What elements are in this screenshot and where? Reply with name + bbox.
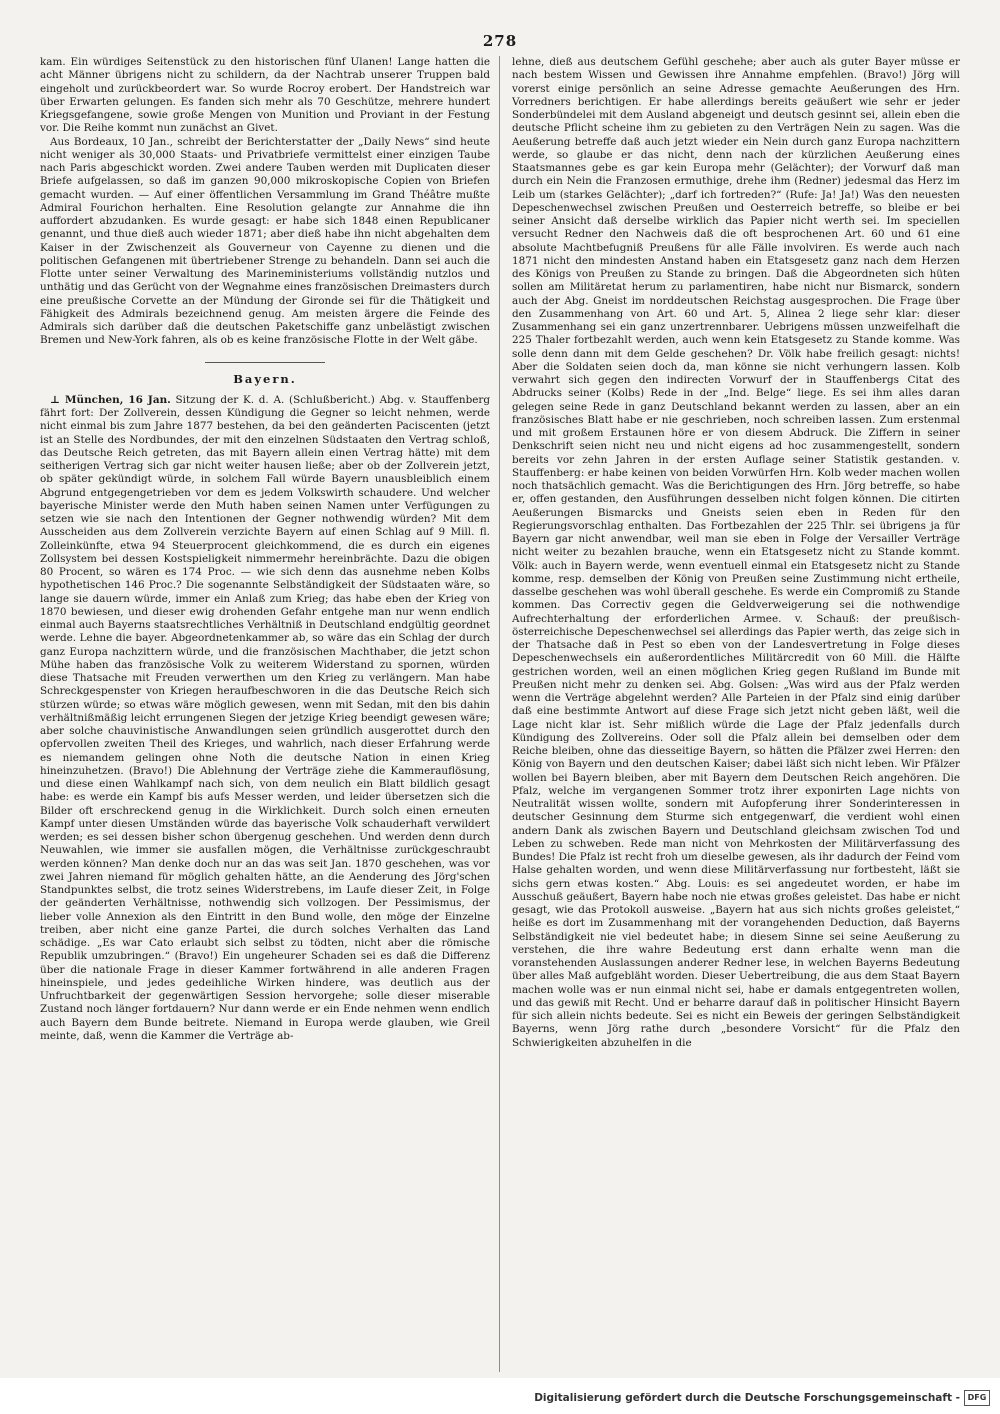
funding-notice: Digitalisierung gefördert durch die Deutsche Forschungsgemeinschaft - [534, 1392, 960, 1404]
article-paragraph [40, 394, 490, 1043]
dateline: ⊥ München, 16 Jan. [50, 393, 171, 406]
footer [0, 1378, 1000, 1414]
page-number: 278 [482, 32, 518, 50]
article-paragraph: Aus Bordeaux, 10 Jan., schreibt der Berichterstatter der „Daily News“ sind heute nicht weniger als 30,000 Staats- und Privatbriefe vermittelst einer einzigen Taube nach Paris abgeschickt worden. Zwei andere Tauben werden mit Duplicaten dieser Briefe aufgelassen, so daß im ganzen 90,000 mikroskopische Copien von Briefen gemacht wurden. — Auf einer öffentlichen Versammlung im Grand Théâtre mußte Admiral Fourichon herhalten. Eine Resolution gelangte zur Annahme die ihn auffordert abzudanken. Es wurde gesagt: er habe sich 1848 einen Republicaner genannt, und thue dieß auch wieder 1871; aber dieß habe ihn nicht abgehalten dem Kaiser in der Zwischenzeit als Gouverneur von Cayenne zu dienen und die politischen Gefangenen mit übertriebener Strenge zu behandeln. Dann sei auch die Flotte unter seiner Verwaltung des Marineministeriums vollständig nutzlos und unthätig und das Gerücht von der Wegnahme eines französischen Dreimasters durch eine preußische Corvette an der Mündung der Gironde sei für die Thätigkeit und Fähigkeit des Admirals bezeichnend genug. Am meisten ärgere die Feinde des Admirals sich darüber daß die deutschen Paketschiffe ganz unbelästigt zwischen Bremen und New-York fahren, als ob es keine französische Flotte in der Welt gäbe. [40, 135, 490, 347]
article-paragraph: kam. Ein würdiges Seitenstück zu den historischen fünf Ulanen! Lange hatten die acht Männer übrigens nicht zu schildern, da der Nachtrab unserer Truppen bald eingeholt und zurückbeordert war. So wurde Rocroy erobert. Der Handstreich war über Erwarten gelungen. Es fanden sich mehr als 70 Geschütze, mehrere hundert Kriegsgefangene, sowie große Mengen von Munition und Proviant in der Festung vor. Die Reihe kommt nun zunächst an Givet. [40, 56, 490, 135]
section-title: Bayern. [233, 371, 297, 386]
left-column [40, 56, 490, 1372]
section-divider [205, 362, 325, 363]
article-text: Sitzung der K. d. A. (Schlußbericht.) Abg. v. Stauffenberg fährt fort: Der Zollverein, dessen Kündigung die Gegner so leicht nehmen, werde nicht einmal bis zum Jahre 1877 bestehen, da bei den geänderten Paciscenten (jetzt ist an Stelle des Nordbundes, der mit den einzelnen Südstaaten den Vertrag schloß, das Deutsche Reich getreten, das mit Bayern allein einen Vertrag hätte) mit dem seitherigen Vertrag sich gar nicht weiter hausen ließe; aber ob der Zollverein jetzt, ob später gekündigt würde, in solchem Fall würde Bayern unausbleiblich einem Abgrund entgegengetrieben vor dem es jedem Volkswirth schaudere. Und welcher bayerische Minister werde den Muth haben seinen Namen unter Verfügungen zu setzen wie sie nach den Intentionen der Gegner nothwendig würden? Mit dem Ausscheiden aus dem Zollverein verzichte Bayern auf einen Schlag auf 9 Mill. fl. Zolleinkünfte, etwa 94 Steuerprocent gleichkommend, die es durch ein eigenes Zollsystem bei dessen Kostspieligkeit nimmermehr hereinbrächte. Dazu die obigen 80 Procent, so wären es 174 Proc. — wie sich denn das ausnehme neben Kolbs hypothetischen 146 Proc.? Die sogenannte Selbständigkeit der Südstaaten wäre, so lange sie dauern würde, immer ein Anlaß zum Krieg; das habe eben der Krieg von 1870 bewiesen, und dieser ewig drohenden Gefahr entgehe man nur wenn endlich einmal auch Bayerns staatsrechtliches Verhältniß in Deutschland endgültig geordnet werde. Lehne die bayer. Abgeordnetenkammer ab, so wäre das ein Schlag der durch ganz Europa nachzittern würde, und die französischen Machthaber, die jetzt schon Mühe haben das französische Volk zu weiterem Widerstand zu spornen, würden diese Thatsache mit Freuden verwerthen um den Krieg zu verlängern. Man habe Schreckgespenster von Kriegen heraufbeschworen in die das Deutsche Reich sich stürzen würde; so etwas wäre möglich gewesen, wenn mit Sedan, mit den bis dahin verhältnißmäßig leicht errungenen Siegen der jetzige Krieg beendigt gewesen wäre; aber solche chauvinistische Anwandlungen seien gründlich ausgerottet durch den opfervollen zweiten Theil des Krieges, und wahrlich, nach dieser Erfahrung werde es niemandem gelingen ohne Noth die deutsche Nation in einen Krieg hineinzuhetzen. (Bravo!) Die Ablehnung der Verträge ziehe die Kammerauflösung, und diese einen Wahlkampf nach sich, von dem neulich ein Blatt bildlich gesagt habe: es werde ein Kampf bis aufs Messer werden, und leider übersetzen sich die Bilder oft erschreckend genug in die Wirklichkeit. Durch solch einen erneuten Kampf unter diesen Umständen würde das bayerische Volk schauderhaft verwildert werden; es sei dessen bisher schon übergenug geschehen. Und werden denn durch Neuwahlen, wie immer sie ausfallen mögen, die Verhältnisse zurückgeschraubt werden können? Man denke doch nur an das was seit Jan. 1870 geschehen, was vor zwei Jahren niemand für möglich gehalten hätte, an die Aenderung des Jörg'schen Standpunktes selbst, die trotz seines Widerstrebens, im Laufe dieser Zeit, in Folge der geänderten Verhältnisse, nothwendig sich vollzogen. Der Pessimismus, der lieber volle Annexion als den Eintritt in den Bund wolle, den möge der Einzelne treiben, aber nicht eine ganze Partei, die durch solches Verhalten das Land schädige. „Es war Cato erlaubt sich selbst zu tödten, nicht aber die römische Republik umzubringen.“ (Bravo!) Ein ungeheurer Schaden sei es daß die Differenz über die nationale Frage in dieser Kammer fortwährend in alle anderen Fragen hineinspiele, und jedes gedeihliche Wirken hindere, was deutlich aus der Unfruchtbarkeit der gegenwärtigen Session hervorgehe; solle dieser miserable Zustand noch länger fortdauern? Nur dann werde er ein Ende nehmen wenn endlich auch Bayern dem Bunde beitrete. Niemand in Europa werde glauben, wie Greil meinte, daß, wenn die Kammer die Verträge ab- [40, 393, 490, 1042]
article-paragraph: lehne, dieß aus deutschem Gefühl geschehe; aber auch als guter Bayer müsse er nach bestem Wissen und Gewissen ihre Annahme empfehlen. (Bravo!) Jörg will vorerst einige persönlich an seine Adresse gemachte Aeußerungen des Hrn. Vorredners berichtigen. Er habe allerdings bereits geäußert wie sehr er jeder Sonderbündelei mit dem Ausland abgeneigt und deutsch gesinnt sei, allein eben die deutsche Pflicht scheine ihm zu gebieten zu den Verträgen Nein zu sagen. Was die Aeußerung betreffe daß auch jetzt wieder ein Nein durch ganz Europa nachzittern werde, so glaube er das nicht, denn nach der kürzlichen Aeußerung eines Staatsmannes gebe es gar kein Europa mehr (Gelächter); der Vorwurf daß man durch ein Nein die Franzosen ermuthige, drehe ihm (Redner) jedesmal das Herz im Leib um (starkes Gelächter); „darf ich fortreden?“ (Rufe: Ja! Ja!) Was den neuesten Depeschenwechsel zwischen Preußen und Oesterreich betreffe, so bleibe er bei seiner Ansicht daß derselbe wirklich das Papier nicht werth sei. Im speciellen versucht Redner den Nachweis daß die oft besprochenen Art. 60 und 61 eine absolute Machtbefugniß Preußens für alle Fälle involviren. Es werde auch nach 1871 nicht den mindesten Anstand haben ein Etatsgesetz ganz nach dem Herzen des Königs von Preußen zu Stande zu bringen. Daß die Abgeordneten sich hüten sollen am Militäretat herum zu parlamentiren, habe nicht nur Bismarck, sondern auch der Abg. Gneist im norddeutschen Reichstag ausgesprochen. Die Frage über den Zusammenhang von Art. 60 und Art. 5, Alinea 2 liege sehr klar: dieser Zusammenhang sei ein ganz unzertrennbarer. Uebrigens müssen unzweifelhaft die 225 Thaler fortbezahlt werden, auch wenn kein Etatsgesetz zu Stande komme. Was solle denn dann mit dem Gelde geschehen? Dr. Völk habe freilich gesagt: nichts! Aber die Soldaten seien doch da, man könne sie nicht verhungern lassen. Kolb verwahrt sich gegen den indirecten Vorwurf der in Stauffenbergs Citat des Abdrucks seiner (Kolbs) Rede in der „Ind. Belge“ liege. Es sei ihm alles daran gelegen seine Rede in ganz Deutschland bekannt werden zu lassen, aber an ein französisches Blatt habe er nie geschrieben, noch schreiben lassen. Zum erstenmal und mit großem Erstaunen höre er von diesem Abdruck. Die Ziffern in seiner Denkschrift seien nicht neu und nicht eigens ad hoc zusammengestellt, sondern bereits vor zehn Jahren in der ersten Auflage seiner Statistik gestanden. v. Stauffenberg: er habe keinen von beiden Vorwürfen Hrn. Kolb weder machen wollen noch thatsächlich gemacht. Was die Berichtigungen des Hrn. Jörg betreffe, so habe er, offen gestanden, den Ausführungen desselben nicht folgen können. Die citirten Aeußerungen Bismarcks und Gneists seien eben in Reden für den Regierungsvorschlag enthalten. Das Fortbezahlen der 225 Thlr. sei übrigens ja für Bayern gar nicht anwendbar, weil man sie eben in Folge der Versailler Verträge nicht weiter zu bezahlen brauche, wenn ein Etatsgesetz nicht zu Stande kommt. Völk: auch in Bayern werde, wenn eventuell einmal ein Etatsgesetz nicht zu Stande komme, resp. demselben der König von Preußen seine Zustimmung nicht ertheile, dasselbe geschehen was wohl überall geschehe. Es werde ein Compromiß zu Stande kommen. Das Correctiv gegen die Geldverweigerung sei die nothwendige Aufrechterhaltung der erforderlichen Armee. v. Schauß: der preußisch-österreichische Depeschenwechsel sei allerdings das Papier werth, das zeige sich in der Thatsache daß in Pest so eben von der Landesvertretung in Folge dieses Depeschenwechsels ein außerordentliches Militärcredit von 60 Mill. die Hälfte gestrichen worden, weil an einen möglichen Krieg gegen Rußland im Bunde mit Preußen nicht mehr zu denken sei. Abg. Golsen: „Was wird aus der Pfalz werden wenn die Verträge abgelehnt werden? Alle Parteien in der Pfalz sind einig darüber daß eine bestimmte Antwort auf diese Frage sich jetzt nicht geben läßt, weil die Lage nicht klar ist. Sehr mißlich würde die Lage der Pfalz jedenfalls durch Kündigung des Zollvereins. Oder soll die Pfalz allein bei demselben oder dem Reiche bleiben, ohne das diesseitige Bayern, so hätten die Pfälzer zwei Herren: den König von Bayern und den deutschen Kaiser; dabei läßt sich nicht leben. Wir Pfälzer wollen bei Bayern bleiben, aber mit Bayern dem Deutschen Reich angehören. Die Pfalz, welche im vergangenen Sommer trotz ihrer exponirten Lage nichts von Neutralität wissen wollte, sondern mit Aufopferung ihrer Sonderinteressen in deutscher Gesinnung dem Sturme sich entgegenwarf, die verdient wohl einen andern Dank als zwischen Bayern und Deutschland gleichsam zwischen Tod und Leben zu schweben. Rede man nicht von Mehrkosten der Militärverfassung des Bundes! Die Pfalz ist recht froh um dieselbe gewesen, als ihr dadurch der Feind vom Halse gehalten worden, und wenn diese Militärverfassung nur fortbesteht, läßt sie sichs gern etwas kosten.“ Abg. Louis: es sei angedeutet worden, er habe im Ausschuß geäußert, Bayern habe noch nie etwas großes geleistet. Das habe er nicht gesagt, wie das Protokoll ausweise. „Bayern hat aus sich nichts großes geleistet,“ heiße es dort im Zusammenhang mit der vorangehenden Deduction, daß Bayerns Selbständigkeit nie viel bedeutet habe; in diesem Sinne sei seine Aeußerung zu verstehen, die ihre wahre Bedeutung erst dann erhalte wenn man die voranstehenden Auslassungen anderer Redner lese, in welchen Bayerns Bedeutung über alles Maß aufgebläht worden. Dieser Uebertreibung, die aus dem Staat Bayern machen wolle was er nun einmal nicht sei, habe er damals entgegentreten wollen, und das gewiß mit Recht. Und er beharre darauf daß in politischer Hinsicht Bayern für sich allein nichts bedeute. Sei es nicht ein Beweis der geringen Selbständigkeit Bayerns, wenn Jörg rathe durch „besondere Vorsicht“ für die Pfalz den Schwierigkeiten abzuhelfen in die [512, 56, 960, 1049]
dfg-logo: DFG [964, 1390, 990, 1406]
column-divider [499, 56, 500, 1372]
right-column [512, 56, 960, 1372]
